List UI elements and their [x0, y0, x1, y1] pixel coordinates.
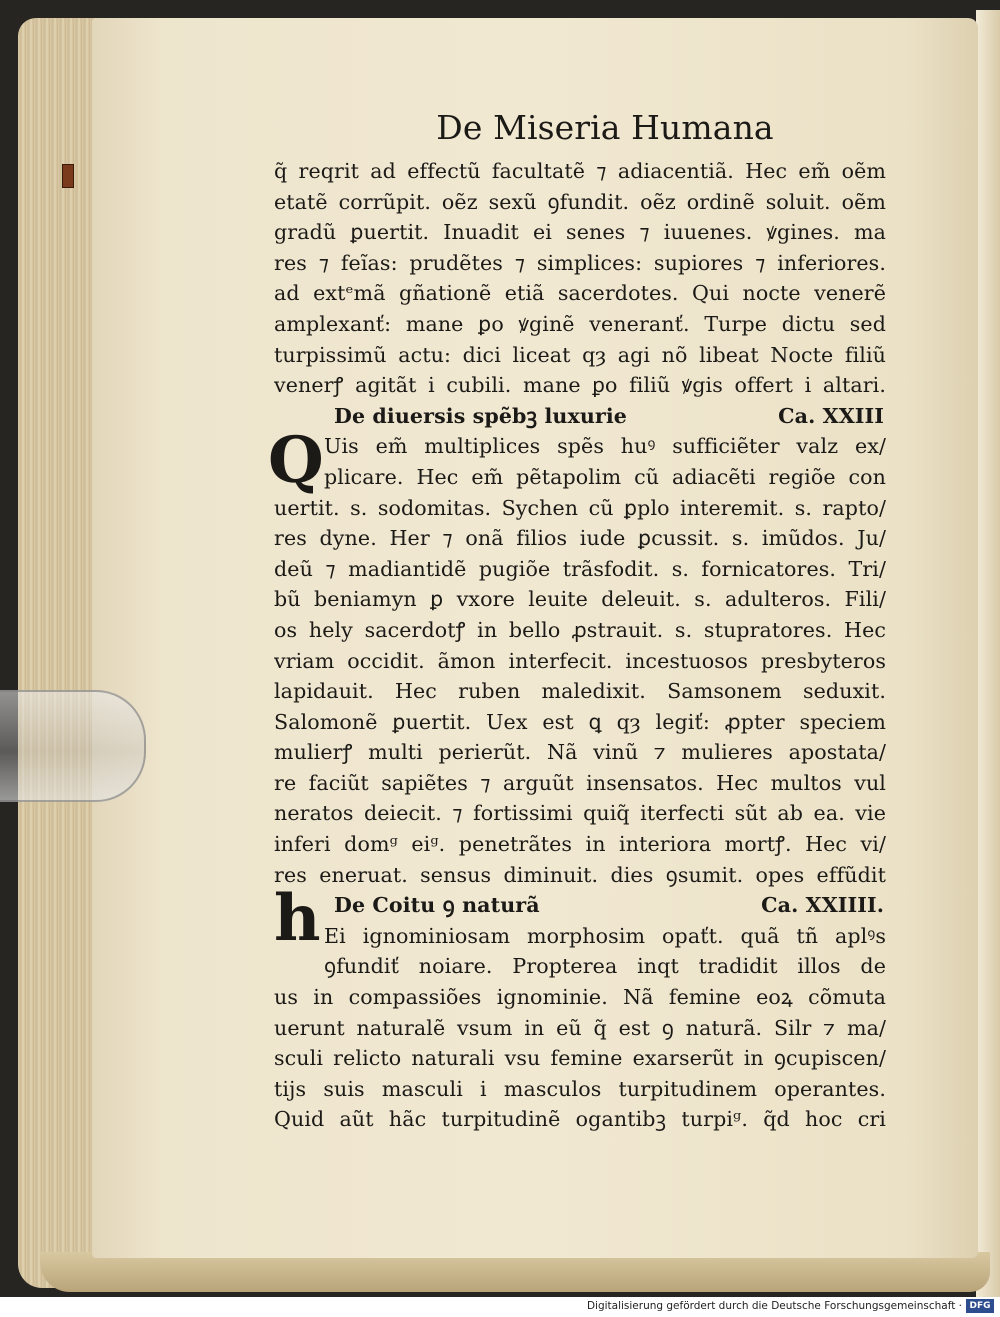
dfg-logo-icon: DFG	[966, 1299, 994, 1313]
text-line: Ei ignominiosam morphosim opaťt. quã tñ aplꝰs	[324, 923, 886, 948]
glass-page-weight	[0, 690, 146, 802]
bookmark-tab	[62, 164, 74, 188]
facing-page-edge	[976, 10, 1000, 1297]
book-bottom-edge	[40, 1252, 990, 1292]
text-line: uertit. s. sodomitas. Sychen cũ ꝑplo interemit. s. rapto/	[274, 495, 886, 520]
text-line: gradũ ꝑuertit. Inuadit ei senes ⁊ iuuenes. ꝟgines. ma	[274, 220, 886, 245]
chapter-title: De Coitu ꝯ naturã	[334, 893, 540, 918]
text-line: res eneruat. sensus diminuit. dies ꝯsumit. opes effũdit	[274, 862, 886, 887]
text-line: neratos deiecit. ⁊ fortissimi quiq̃ iterfecti sũt ab ea. vie	[274, 801, 886, 826]
chapter-title: De diuersis spẽbꝫ luxurie	[334, 403, 627, 428]
text-line: us in compassiões ignominie. Nã femine eoꝝ cõmuta	[274, 985, 886, 1010]
text-line: turpissimũ actu: dici liceat qȝ agi nõ libeat Nocte filiũ	[274, 342, 886, 367]
text-line: sculi relicto naturali vsu femine exarserũt in ꝯcupiscen/	[274, 1046, 886, 1071]
chapter-number: Ca. XXIII	[778, 403, 884, 428]
text-line: res dyne. Her ⁊ onã filios iude ꝑcussit. s. imũdos. Ju/	[274, 526, 886, 551]
text-line: res ⁊ feĩas: prudẽtes ⁊ simplices: supiores ⁊ inferiores.	[274, 250, 886, 275]
text-line: inferi domᵍ eiᵍ. penetrãtes in interiora mortꝭ. Hec vi/	[274, 832, 886, 857]
text-line: ad extᵉmã gñationẽ etiã sacerdotes. Qui nocte venerẽ	[274, 281, 886, 306]
text-line: mulierꝭ multi perierũt. Nã vinũ ⁊ mulieres apostata/	[274, 740, 886, 765]
chapter-number: Ca. XXIIII.	[761, 893, 884, 918]
text-line: uerunt naturalẽ vsum in eũ q̃ est ꝯ naturã. Silr ⁊ ma/	[274, 1015, 886, 1040]
chapter-body	[268, 423, 886, 890]
text-line: vriam occidit. ãmon interfecit. incestuosos presbyteros	[274, 648, 886, 673]
text-line: venerꝭ agitãt i cubili. mane ꝑo filiũ ꝟgis offert i altari.	[274, 373, 886, 398]
text-line: re faciũt sapiẽtes ⁊ arguũt insensatos. Hec multos vul	[274, 770, 886, 795]
chapter-heading	[274, 890, 886, 921]
text-line: tijs suis masculi i masculos turpitudinem operantes.	[274, 1076, 886, 1101]
text-line: etatẽ corrũpit. oẽz sexũ ꝯfundit. oẽz ordinẽ soluit. oẽm	[274, 189, 886, 214]
text-line: bũ beniamyn ꝑ vxore leuite deleuit. s. adulteros. Fili/	[274, 587, 886, 612]
top-paragraph	[274, 156, 886, 401]
text-line: Salomonẽ ꝑuertit. Uex est ꝗ qȝ legiť: ꝓpter speciem	[274, 709, 886, 734]
running-head: De Miseria Humana	[436, 108, 774, 147]
footer-bar	[0, 1297, 1000, 1317]
text-line: ꝯfundiť noiare. Propterea inqt tradidit illos de	[324, 954, 886, 979]
text-line: lapidauit. Hec ruben maledixit. Samsonem seduxit.	[274, 679, 886, 704]
text-line: amplexanť: mane ꝑo ꝟginẽ veneranť. Turpe dictu sed	[274, 311, 886, 336]
text-line: deũ ⁊ madiantidẽ pugiõe trãsfodit. s. fornicatores. Tri/	[274, 556, 886, 581]
funding-credit: Digitalisierung gefördert durch die Deutsche Forschungsgemeinschaft ·	[586, 1300, 962, 1312]
text-line: Uis em̃ multiplices spẽs huꝰ sufficiẽter valz ex/	[324, 434, 886, 459]
text-line: plicare. Hec em̃ pẽtapolim cũ adiacẽti regiõe con	[324, 464, 886, 489]
chapter-heading	[274, 401, 886, 432]
text-line: q̃ reqrit ad effectũ facultatẽ ⁊ adiacentiã. Hec em̃ oẽm	[274, 159, 886, 183]
text-block	[268, 100, 886, 1132]
text-line: Quid aũt hãc turpitudinẽ ogantibꝫ turpiᵍ. q̃d hoc cri	[274, 1107, 886, 1132]
initial-letter: h	[274, 880, 321, 956]
initial-letter: Q	[268, 423, 324, 499]
text-line: os hely sacerdotꝭ in bello ꝓstrauit. s. stupratores. Hec	[274, 617, 886, 642]
